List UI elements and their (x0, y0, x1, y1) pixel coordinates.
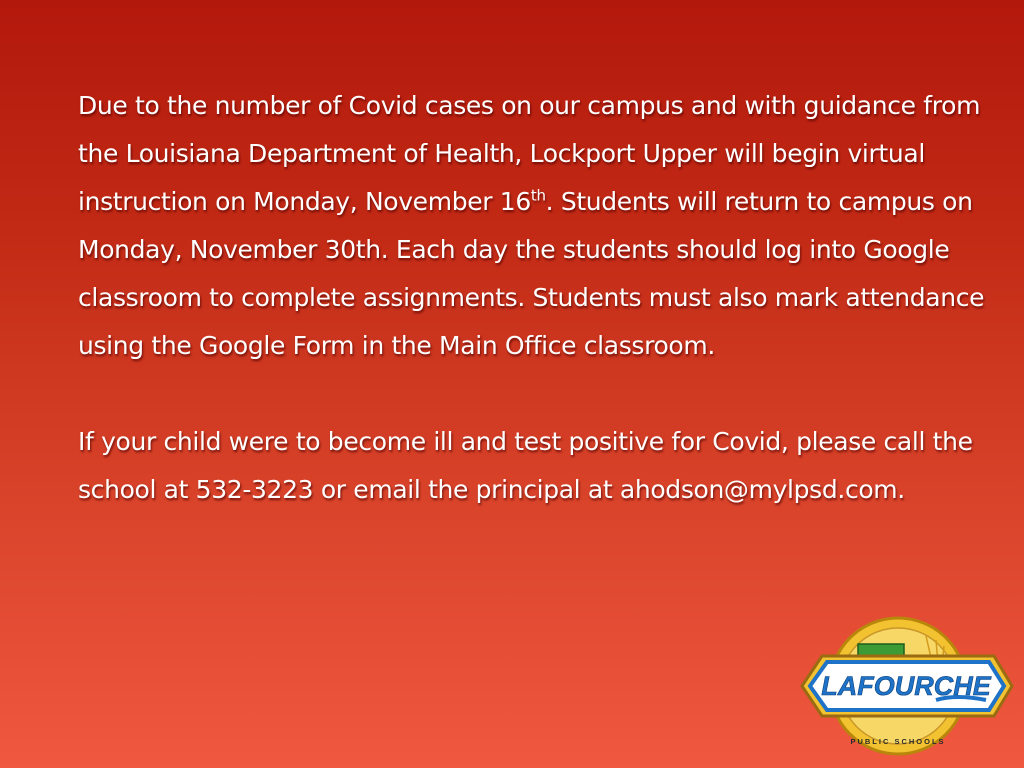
lafourche-logo-graphic (786, 616, 1016, 762)
logo-tagline: PUBLIC SCHOOLS (850, 737, 946, 746)
announcement-paragraph-1 (78, 82, 998, 370)
paragraph-1-part-a: Due to the number of Covid cases on our campus and with guidance from the Louisiana Department of Health, Lockport Upper will begin virtual instruction on Monday, November 16 (78, 91, 981, 216)
ordinal-suffix: th (530, 186, 546, 205)
logo-wordmark: LAFOURCHE (821, 671, 991, 701)
announcement-text (78, 82, 998, 514)
lafourche-logo (786, 616, 1016, 762)
paragraph-1-part-b: . Students will return to campus on Monday, November 30th. Each day the students should log into Google classroom to complete assignments. Students must also mark attendance using the Google Form in the Main Office classroom. (78, 187, 985, 360)
announcement-paragraph-2: If your child were to become ill and test positive for Covid, please call the school at 532-3223 or email the principal at ahodson@mylpsd.com. (78, 427, 973, 504)
